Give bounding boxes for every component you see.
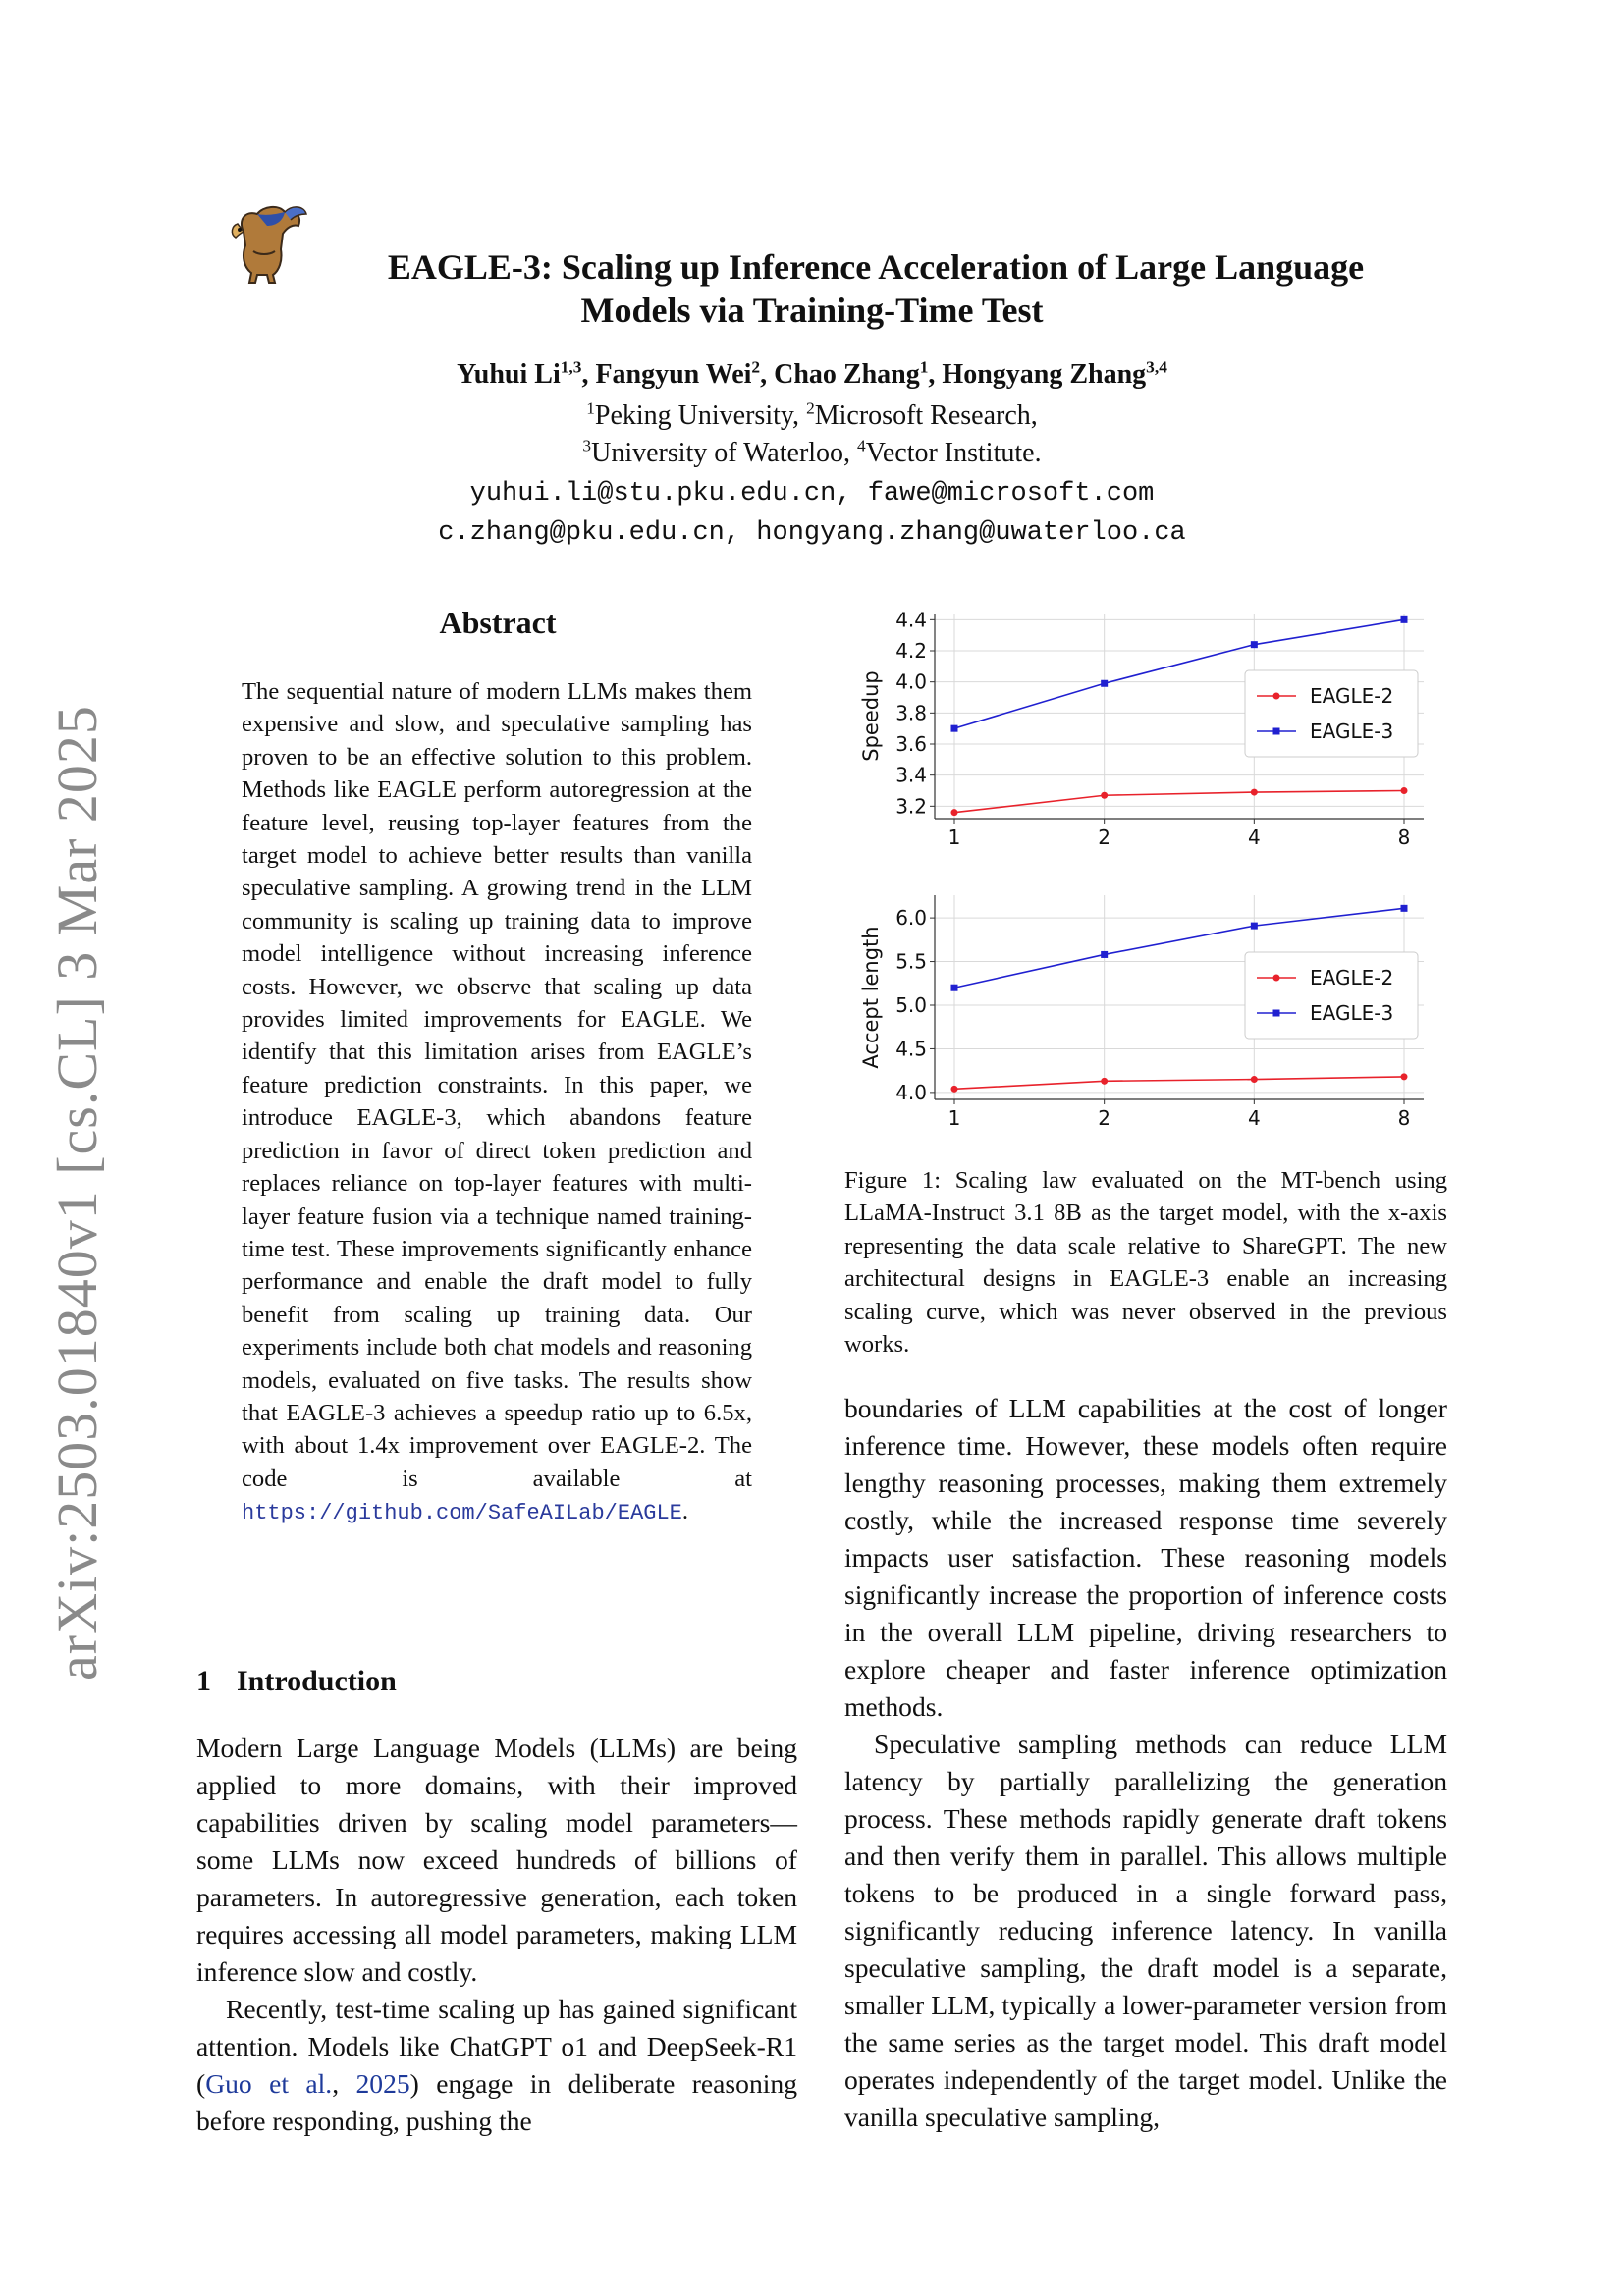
affiliation-sup: 3 — [582, 436, 592, 455]
section-heading-introduction — [196, 1665, 397, 1698]
affiliations-line-2 — [0, 438, 1624, 469]
left-column-body — [196, 1730, 797, 2140]
legend-swatch-marker — [1273, 1010, 1280, 1017]
section-number: 1 — [196, 1665, 211, 1697]
y-tick-label: 4.0 — [895, 1080, 927, 1104]
affiliations-line-1 — [0, 400, 1624, 432]
paper-title — [0, 245, 1624, 332]
y-tick-label: 4.2 — [895, 639, 927, 663]
email-line-1: yuhui.li@stu.pku.edu.cn, fawe@microsoft.com — [469, 479, 1155, 508]
x-tick-label: 2 — [1098, 826, 1111, 849]
right-paragraph-2: Speculative sampling methods can reduce LLM latency by partially parallelizing the generation process. These methods rapidly generate draft tokens and then verify them in parallel. This allows multiple tokens to be produced in a single forward pass, significantly reducing inference latency. In vanilla speculative sampling, the draft model is a separate, smaller LLM, typically a lower-parameter version from the same series as the target model. This draft model operates independently of the target model. Unlike the vanilla speculative sampling, — [844, 1729, 1447, 2132]
legend-swatch-marker — [1273, 693, 1280, 700]
legend-swatch-marker — [1273, 975, 1280, 982]
author-name: Fangyun Wei — [595, 359, 752, 390]
y-tick-label: 3.8 — [895, 701, 927, 725]
data-point-marker — [1101, 792, 1108, 799]
data-point-marker — [1401, 616, 1408, 623]
chart-speedup — [859, 608, 1424, 849]
citation-link[interactable]: Guo et al. — [205, 2068, 333, 2099]
y-axis-label: Accept length — [859, 926, 883, 1069]
citation-year-link[interactable]: 2025 — [355, 2068, 410, 2099]
y-tick-label: 6.0 — [895, 906, 927, 931]
title-line-1: EAGLE-3: Scaling up Inference Acceleration of Large Language — [387, 247, 1365, 287]
author-name: Chao Zhang — [774, 359, 920, 390]
data-point-marker — [1401, 787, 1408, 794]
affiliation: Vector Institute. — [865, 438, 1042, 468]
affiliation: Microsoft Research, — [814, 400, 1038, 431]
intro-paragraph-1: Modern Large Language Models (LLMs) are being applied to more domains, with their improved capabilities driven by scaling model parameters—some LLMs now exceed hundreds of billions of parameters. In autoregressive generation, each token requires accessing all model parameters, making LLM inference slow and costly. — [196, 1733, 797, 1987]
data-point-marker — [951, 985, 958, 991]
affiliation-sup: 4 — [857, 436, 866, 455]
legend-label: EAGLE-3 — [1310, 1001, 1394, 1025]
data-point-marker — [1401, 1073, 1408, 1080]
affiliation: University of Waterloo, — [591, 438, 851, 468]
y-tick-label: 3.4 — [895, 763, 927, 787]
author-affiliation-sup: 2 — [751, 357, 761, 377]
x-tick-label: 1 — [947, 1106, 961, 1130]
arxiv-identifier-stamp: arXiv:2503.01840v1 [cs.CL] 3 Mar 2025 — [45, 705, 109, 1681]
data-point-marker — [1251, 923, 1258, 930]
text-span: Recently, test-time scaling up has gained significant attention. Models like ChatGPT o1 and DeepSeek-R1 ( — [196, 1994, 797, 2099]
legend-label: EAGLE-3 — [1310, 720, 1394, 743]
affiliation: Peking University, — [594, 400, 800, 431]
intro-paragraph-2 — [196, 1991, 797, 2140]
right-column-body — [844, 1390, 1447, 2136]
data-point-marker — [1251, 1076, 1258, 1083]
abstract-text — [242, 675, 752, 1530]
author-affiliation-sup: 1,3 — [560, 357, 582, 377]
x-tick-label: 2 — [1098, 1106, 1111, 1130]
x-tick-label: 4 — [1247, 1106, 1261, 1130]
code-link[interactable]: https://github.com/SafeAILab/EAGLE — [242, 1501, 682, 1526]
figure-1-scaling-charts — [846, 599, 1445, 1139]
y-tick-label: 4.4 — [895, 608, 927, 632]
data-point-marker — [1101, 680, 1108, 687]
x-tick-label: 8 — [1397, 1106, 1411, 1130]
email-line-2: c.zhang@pku.edu.cn, hongyang.zhang@uwaterloo.ca — [438, 518, 1186, 548]
citation-sep: , — [332, 2068, 356, 2099]
author-list: Yuhui Li$^{1,3}$, Fangyun Wei$^2$, Chao Zhang$^1$, Hongyang Zhang$^{3,4}$ — [457, 357, 1167, 390]
data-point-marker — [951, 725, 958, 732]
y-axis-label: Speedup — [859, 670, 883, 762]
figure-1-caption: Figure 1: Scaling law evaluated on the MT-bench using LLaMA-Instruct 3.1 8B as the target model, with the x-axis representing the data scale relative to ShareGPT. The new architectural designs in EAGLE-3 enable an increasing scaling curve, which was never observed in the previous works. — [844, 1167, 1447, 1359]
data-point-marker — [1101, 951, 1108, 958]
section-title: Introduction — [237, 1665, 397, 1697]
legend-label: EAGLE-2 — [1310, 684, 1394, 708]
series-line — [954, 791, 1404, 813]
title-line-2: Models via Training-Time Test — [580, 291, 1044, 330]
data-point-marker — [951, 809, 958, 816]
author-name: Yuhui Li — [457, 359, 561, 390]
abstract-paragraph: The sequential nature of modern LLMs makes them expensive and slow, and speculative sampling has proven to be an effective solution to this problem. Methods like EAGLE perform autoregression at the feature level, reusing top-layer features from the target model to achieve better results than vanilla speculative sampling. A growing trend in the LLM community is scaling up training data to improve model intelligence without increasing inference costs. However, we observe that scaling up data provides limited improvements for EAGLE. We identify that this limitation arises from EAGLE’s feature prediction constraints. In this paper, we introduce EAGLE-3, which abandons feature prediction in favor of direct token prediction and replaces reliance on top-layer features with multi-layer feature fusion via a technique named training-time test. These improvements significantly enhance performance and enable the draft model to fully benefit from scaling up training data. Our experiments include both chat models and reasoning models, evaluated on five tasks. The results show that EAGLE-3 achieves a speedup ratio up to 6.5x, with about 1.4x improvement over EAGLE-2. The code is available at — [242, 678, 752, 1492]
data-point-marker — [1251, 789, 1258, 796]
x-tick-label: 1 — [947, 826, 961, 849]
author-affiliation-sup: 3,4 — [1146, 357, 1167, 377]
y-tick-label: 5.5 — [895, 949, 927, 974]
data-point-marker — [951, 1086, 958, 1093]
y-tick-label: 3.6 — [895, 732, 927, 756]
affiliation-sup: 2 — [806, 399, 815, 418]
data-point-marker — [1101, 1078, 1108, 1085]
y-tick-label: 3.2 — [895, 794, 927, 819]
legend-swatch-marker — [1273, 728, 1280, 735]
x-tick-label: 8 — [1397, 826, 1411, 849]
author-name: Hongyang Zhang — [942, 359, 1147, 390]
legend-label: EAGLE-2 — [1310, 966, 1394, 989]
x-tick-label: 4 — [1247, 826, 1261, 849]
abstract-end-punct: . — [681, 1498, 689, 1525]
text-span: ) engage in deliberate reasoning before responding, pushing the — [196, 2068, 798, 2136]
chart-accept-length — [859, 895, 1424, 1130]
series-line — [954, 1077, 1404, 1089]
y-tick-label: 5.0 — [895, 993, 927, 1017]
affiliation-sup: 1 — [586, 399, 595, 418]
right-paragraph-1: boundaries of LLM capabilities at the cost of longer inference time. However, these models often require lengthy reasoning processes, making them extremely costly, while the increased response time severely impacts user satisfaction. These reasoning models significantly increase the proportion of inference costs in the overall LLM pipeline, driving researchers to explore cheaper and faster inference optimization methods. — [844, 1393, 1447, 1722]
data-point-marker — [1401, 905, 1408, 912]
abstract-heading: Abstract — [439, 605, 557, 640]
data-point-marker — [1251, 641, 1258, 648]
y-tick-label: 4.5 — [895, 1037, 927, 1061]
author-affiliation-sup: 1 — [919, 357, 929, 377]
y-tick-label: 4.0 — [895, 669, 927, 694]
